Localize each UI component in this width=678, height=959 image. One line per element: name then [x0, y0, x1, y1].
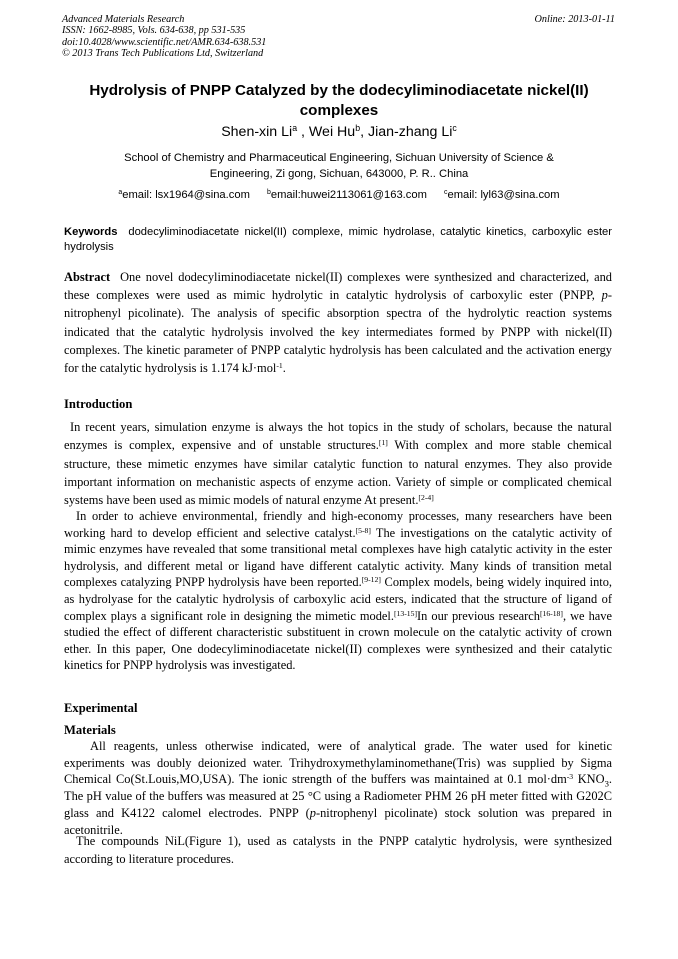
intro-text: Complex models, being widely inquired into, as hydrolyase for the catalytic hydrolysis of carboxylic acid esters, indicated that the structure of ligand of complex plays a significant role in designing the mimetic model.	[64, 575, 613, 623]
email-item	[267, 189, 427, 201]
abstract-block	[64, 268, 612, 377]
intro-text: , we have studied the effect of different characteristic substituent in crown molecule on the catalytic activity of crown ether. In this paper, One dodecyliminodiacetate nickel(II) complexes were synthesized and their catalytic kinetics for PNPP hydrolysis was investigated.	[64, 608, 612, 673]
author-name: Wei Hu	[308, 124, 356, 140]
email-address[interactable]: email: lsx1964@sina.com	[122, 189, 250, 201]
abstract-label: Abstract	[64, 270, 111, 284]
intro-text: In our previous research	[417, 608, 540, 623]
abstract-text: -nitrophenyl picolinate). The analysis of specific absorption spectra of the hydrolytic reaction systems indicated that the catalytic hydrolysis involved the key intermediates formed by PNPP with nickel(II) complexes. The kinetic parameter of PNPP catalytic hydrolysis has been calculated and the activation energy for the catalytic hydrolysis is 1.174 kJ·mol	[64, 288, 612, 376]
journal-header	[62, 14, 266, 60]
intro-paragraph-2	[64, 508, 612, 674]
materials-text: All reagents, unless otherwise indicated, were of analytical grade. The water used for kinetic experiments was doubly deionized water. Trihydroxymethylaminomethane(Tris) was supplied by Sigma Chemical Co(St.Louis,MO,USA). The ionic strength of the buffers was maintained at 0.1 mol·dm	[64, 739, 612, 787]
intro-text: In order to achieve environmental, friendly and high-economy processes, many researchers have been working hard to develop efficient and selective catalyst.	[64, 509, 612, 540]
materials-paragraph-2: The compounds NiL(Figure 1), used as catalysts in the PNPP catalytic hydrolysis, were synthesized according to literature procedures.	[64, 834, 612, 866]
keywords-text: dodecyliminodiacetate nickel(II) complexe, mimic hydrolase, catalytic kinetics, carboxylic ester hydrolysis	[64, 226, 612, 253]
citation[interactable]: [13-15]	[393, 608, 417, 618]
email-address[interactable]: email: lyl63@sina.com	[447, 189, 560, 201]
materials-italic: p	[309, 805, 316, 820]
intro-text: With complex and more stable chemical structure, these mimetic enzymes have similar catalytic function to natural enzymes. They also provide important information on mechanistic aspects of enzyme action. Variety of simple or complicated chemical systems have been used as mimic models of natural enzyme At present.	[64, 438, 612, 508]
email-list	[60, 187, 618, 203]
keywords-label: Keywords	[64, 226, 118, 238]
author-mark: b	[355, 123, 361, 134]
affiliation: School of Chemistry and Pharmaceutical Engineering, Sichuan University of Science & Engineering, Zi gong, Sichuan, 643000, P. R.. China	[124, 152, 554, 180]
issn-line: ISSN: 1662-8985, Vols. 634-638, pp 531-535	[62, 25, 246, 37]
citation[interactable]: [16-18]	[539, 608, 563, 618]
author-mark: a	[292, 123, 298, 134]
abstract-text: .	[282, 361, 286, 376]
citation[interactable]: [5-8]	[355, 525, 371, 535]
email-mark: c	[444, 189, 448, 197]
intro-text: In recent years, simulation enzyme is always the hot topics in the study of scholars, because the natural enzymes is complex, expensive and of unstable structures.	[64, 420, 612, 453]
abstract-text: One novel dodecyliminodiacetate nickel(II) complexes were synthesized and characterized, and these complexes were used as mimic hydrolytic in catalytic hydrolysis of carboxylic ester (PNPP,	[64, 270, 612, 303]
email-mark: a	[118, 189, 123, 197]
citation[interactable]: [2-4]	[418, 492, 434, 502]
journal-name: Advanced Materials Research	[62, 14, 185, 25]
citation[interactable]: [9-12]	[361, 575, 381, 585]
author-mark: c	[452, 123, 457, 134]
author-name: Jian-zhang Li	[367, 124, 453, 140]
email-item	[444, 189, 560, 201]
intro-paragraph-1	[64, 418, 612, 509]
keywords-block	[64, 225, 612, 255]
experimental-heading: Experimental	[64, 701, 138, 715]
abstract-exponent: -1	[276, 360, 283, 370]
materials-text: . The pH value of the buffers was measured at 25 °C using a Radiometer PHM 26 pH meter fitted with G202C glass and K4122 calomel electrodes. PNPP (	[64, 772, 612, 820]
copyright-line: © 2013 Trans Tech Publications Ltd, Switzerland	[62, 48, 264, 60]
doi-line: doi:10.4028/www.scientific.net/AMR.634-638.531	[62, 36, 267, 48]
abstract-italic: p	[601, 288, 608, 303]
paper-title: Hydrolysis of PNPP Catalyzed by the dodecyliminodiacetate nickel(II) complexes	[89, 82, 589, 119]
exponent: -3	[566, 772, 574, 782]
materials-paragraph	[64, 738, 612, 838]
citation[interactable]: [1]	[378, 438, 388, 448]
email-address[interactable]: email:huwei2113061@163.com	[270, 189, 427, 201]
email-item	[118, 189, 250, 201]
author-list: Shen-xin Li$^a$ , Wei Hu$^b$, Jian-zhang Li$^c$	[221, 123, 457, 140]
email-mark: b	[267, 189, 271, 197]
materials-text: KNO	[573, 772, 605, 787]
online-date: Online: 2013-01-11	[534, 14, 615, 25]
intro-text: The investigations on the catalytic activity of mimic enzymes have revealed that some transitional metal complexes have high catalytic activity in the ester hydrolysis, and different metal or ligand have different catalytic activity. Many kinds of transition metal complexes catalyzing PNPP hydrolysis have been reported.	[64, 525, 612, 590]
subscript: 3	[604, 778, 609, 789]
materials-subheading: Materials	[64, 723, 116, 737]
introduction-heading: Introduction	[64, 397, 133, 411]
materials-text: -nitrophenyl picolinate) stock solution was prepared in acetonitrile.	[64, 805, 612, 837]
author-name: Shen-xin Li	[221, 124, 293, 140]
